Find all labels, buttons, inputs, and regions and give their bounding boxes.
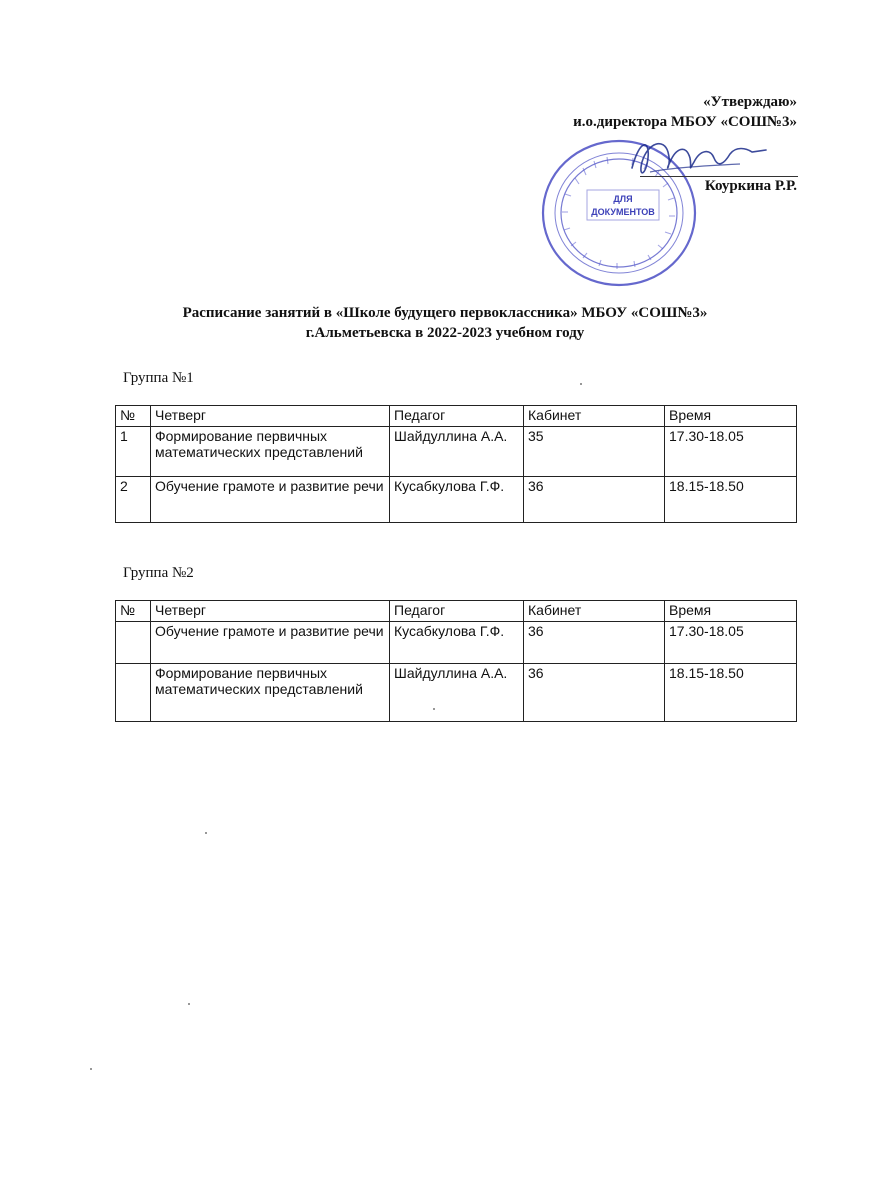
cell-room: 36 bbox=[524, 477, 665, 523]
header-teacher: Педагог bbox=[390, 406, 524, 427]
header-day: Четверг bbox=[151, 601, 390, 622]
approval-line-1: «Утверждаю» bbox=[703, 94, 797, 110]
cell-num: 2 bbox=[116, 477, 151, 523]
header-time: Время bbox=[665, 406, 797, 427]
cell-teacher: Шайдуллина А.А. bbox=[390, 664, 524, 722]
group-1-table bbox=[115, 405, 797, 523]
scan-speck bbox=[205, 832, 207, 834]
table-row bbox=[116, 427, 797, 477]
header-num: № bbox=[116, 601, 151, 622]
svg-text:ДЛЯ: ДЛЯ bbox=[613, 194, 633, 204]
cell-teacher: Шайдуллина А.А. bbox=[390, 427, 524, 477]
cell-time: 18.15-18.50 bbox=[665, 477, 797, 523]
table-header-row bbox=[116, 601, 797, 622]
signer-name: Коуркина Р.Р. bbox=[704, 178, 797, 194]
cell-teacher: Кусабкулова Г.Ф. bbox=[390, 477, 524, 523]
table-row bbox=[116, 477, 797, 523]
cell-subject: Формирование первичных математических представлений bbox=[151, 427, 390, 477]
header-teacher: Педагог bbox=[390, 601, 524, 622]
approval-block bbox=[573, 92, 797, 132]
table-row bbox=[116, 622, 797, 664]
cell-room: 36 bbox=[524, 664, 665, 722]
scan-speck bbox=[90, 1068, 92, 1070]
scan-speck bbox=[433, 708, 435, 710]
cell-subject: Обучение грамоте и развитие речи bbox=[151, 622, 390, 664]
cell-time: 18.15-18.50 bbox=[665, 664, 797, 722]
cell-subject: Обучение грамоте и развитие речи bbox=[151, 477, 390, 523]
header-room: Кабинет bbox=[524, 406, 665, 427]
header-day: Четверг bbox=[151, 406, 390, 427]
title-line-2: г.Альметьевска в 2022-2023 учебном году bbox=[305, 325, 585, 341]
group-1-label: Группа №1 bbox=[123, 370, 194, 386]
cell-time: 17.30-18.05 bbox=[665, 427, 797, 477]
group-2-table bbox=[115, 600, 797, 722]
approval-line-2: и.о.директора МБОУ «СОШ№3» bbox=[573, 114, 797, 130]
cell-subject: Формирование первичных математических представлений bbox=[151, 664, 390, 722]
cell-num bbox=[116, 622, 151, 664]
header-time: Время bbox=[665, 601, 797, 622]
svg-text:ДОКУМЕНТОВ: ДОКУМЕНТОВ bbox=[591, 207, 655, 217]
cell-room: 36 bbox=[524, 622, 665, 664]
header-room: Кабинет bbox=[524, 601, 665, 622]
cell-time: 17.30-18.05 bbox=[665, 622, 797, 664]
cell-num: 1 bbox=[116, 427, 151, 477]
header-num: № bbox=[116, 406, 151, 427]
table-row bbox=[116, 664, 797, 722]
cell-teacher: Кусабкулова Г.Ф. bbox=[390, 622, 524, 664]
scan-speck bbox=[580, 383, 582, 385]
scan-speck bbox=[188, 1003, 190, 1005]
table-header-row bbox=[116, 406, 797, 427]
cell-room: 35 bbox=[524, 427, 665, 477]
signature-line bbox=[640, 176, 798, 177]
cell-num bbox=[116, 664, 151, 722]
page-title bbox=[100, 303, 790, 343]
title-line-1: Расписание занятий в «Школе будущего первоклассника» МБОУ «СОШ№3» bbox=[182, 305, 708, 321]
group-2-label: Группа №2 bbox=[123, 565, 194, 581]
